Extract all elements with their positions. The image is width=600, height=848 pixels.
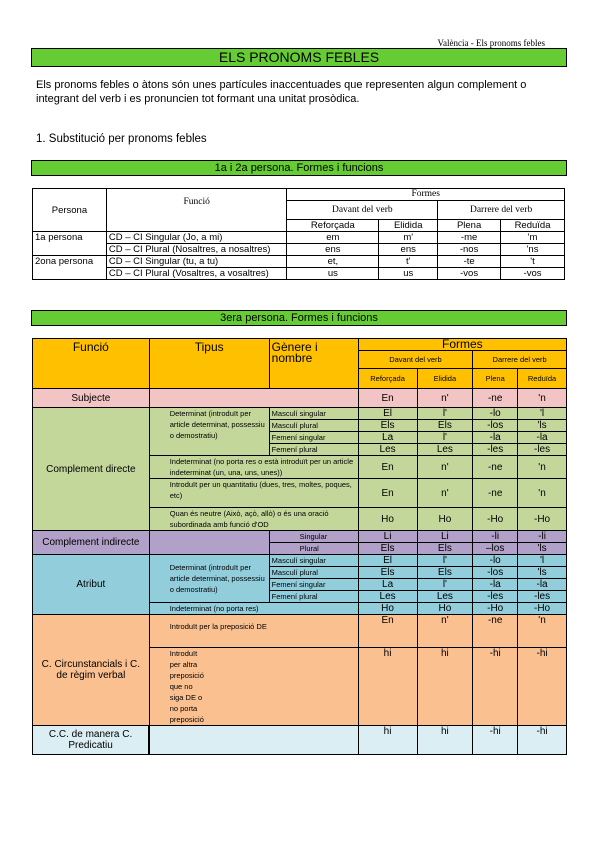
th-davant: Davant del verb <box>287 201 438 220</box>
circ-altra: Introduït per altra preposició que no siga DE o no porta preposició <box>149 648 358 726</box>
th-plena: Plena <box>438 220 501 232</box>
th-reforcada: Reforçada <box>287 220 379 232</box>
funcio-circumstancials: C. Circunstancials i C. de règim verbal <box>33 615 150 726</box>
table-row: Subjecte En n' -ne 'n <box>33 389 567 408</box>
th-formes: Formes <box>287 189 565 201</box>
th-darrere: Darrere del verb <box>438 201 565 220</box>
cd-quantitatiu: Introduït per un quantitatiu (dues, tres, moltes, poques, etc) <box>149 479 358 508</box>
table-row: Indeterminat (no porta res o està introduït per un article indeterminat (un, una, uns, unes)) En n' -ne 'n <box>33 456 567 479</box>
table-1a-2a-persona <box>32 188 565 280</box>
th-davant: Davant del verb <box>358 351 473 369</box>
table-row: Plural Els Els –los 'ls <box>33 543 567 555</box>
th-funcio: Funció <box>33 339 150 389</box>
atribut-determinat: Determinat (introduït per article determinat, possessiu o demostratiu) <box>149 555 269 603</box>
cd-indeterminat: Indeterminat (no porta res o està introduït per un article indeterminat (un, una, uns, unes)) <box>149 456 358 479</box>
th-persona: Persona <box>33 189 107 232</box>
th-reduida: Reduïda <box>518 369 567 389</box>
table-row: C.C. de manera C. Predicatiu hi hi -hi -hi <box>33 726 567 755</box>
cd-neutre: Quan és neutre (Això, açò, allò) o és una oració subordinada amb funció d'OD <box>149 508 358 531</box>
table-row: 1a persona CD – CI Singular (Jo, a mi) em m' -me 'm <box>33 232 565 244</box>
table-row: Indeterminat (no porta res) Ho Ho -Ho -Ho <box>33 603 567 615</box>
th-tipus: Tipus <box>149 339 269 389</box>
th-reforcada: Reforçada <box>358 369 417 389</box>
table-row: Introduït per un quantitatiu (dues, tres, moltes, poques, etc) En n' -ne 'n <box>33 479 567 508</box>
table-row: CD – CI Plural (Nosaltres, a nosaltres) ens ens -nos 'ns <box>33 244 565 256</box>
section-heading: 1. Substitució per pronoms febles <box>36 133 207 145</box>
table-row: Introduït per altra preposició que no siga DE o no porta preposició hi hi -hi -hi <box>33 648 567 726</box>
table-row: Femení plural Les Les -les -les <box>33 444 567 456</box>
th-elidida: Elidida <box>417 369 473 389</box>
th-plena: Plena <box>473 369 518 389</box>
th-genere: Gènere i nombre <box>269 339 358 389</box>
funcio-atribut: Atribut <box>33 555 150 615</box>
table-row: Complement directe Determinat (introduït per article determinat, possessiu o demostratiu) Masculí singular El l' -lo 'l <box>33 408 567 420</box>
th-elidida: Elidida <box>379 220 438 232</box>
funcio-manera: C.C. de manera C. Predicatiu <box>33 726 150 755</box>
cd-determinat: Determinat (introduït per article determinat, possessiu o demostratiu) <box>149 408 269 456</box>
th-reduida: Reduïda <box>501 220 565 232</box>
page-header: València - Els pronoms febles <box>437 38 545 48</box>
intro-paragraph: Els pronoms febles o àtons són unes partícules inaccentuades que representen algun complement o integrant del verb i es pronuncien tot formant una unitat prosòdica. <box>36 79 527 105</box>
table-row: 2ona persona CD – CI Singular (tu, a tu) et, t' -te 't <box>33 256 565 268</box>
table-row: Quan és neutre (Això, açò, allò) o és una oració subordinada amb funció d'OD Ho Ho -Ho -Ho <box>33 508 567 531</box>
table-row: Femení plural Les Les -les -les <box>33 591 567 603</box>
th-darrere: Darrere del verb <box>473 351 567 369</box>
funcio-complement-indirecte: Complement indirecte <box>33 531 150 555</box>
table2-title: 3era persona. Formes i funcions <box>31 310 567 326</box>
circ-de: Introduït per la preposició DE <box>149 615 358 648</box>
table-3era-persona <box>32 338 567 755</box>
table-row: CD – CI Plural (Vosaltres, a vosaltres) us us -vos -vos <box>33 268 565 280</box>
table-row: C. Circunstancials i C. de règim verbal Introduït per la preposició DE En n' -ne 'n <box>33 615 567 648</box>
table1-title: 1a i 2a persona. Formes i funcions <box>31 160 567 176</box>
th-formes: Formes <box>358 339 566 351</box>
table-row: Masculí plural Els Els -los 'ls <box>33 420 567 432</box>
table-row: Atribut Determinat (introduït per article determinat, possessiu o demostratiu) Masculí singular El l' -lo 'l <box>33 555 567 567</box>
th-funcio: Funció <box>106 189 287 232</box>
table-row: Masculí plural Els Els -los 'ls <box>33 567 567 579</box>
page-title: ELS PRONOMS FEBLES <box>31 48 567 67</box>
atribut-indeterminat: Indeterminat (no porta res) <box>149 603 358 615</box>
funcio-subjecte: Subjecte <box>33 389 150 408</box>
funcio-complement-directe: Complement directe <box>33 408 150 531</box>
table-row: Femení singular La l' -la -la <box>33 579 567 591</box>
table-row: Complement indirecte Singular Li Li -li -li <box>33 531 567 543</box>
table-row: Femení singular La l' -la -la <box>33 432 567 444</box>
